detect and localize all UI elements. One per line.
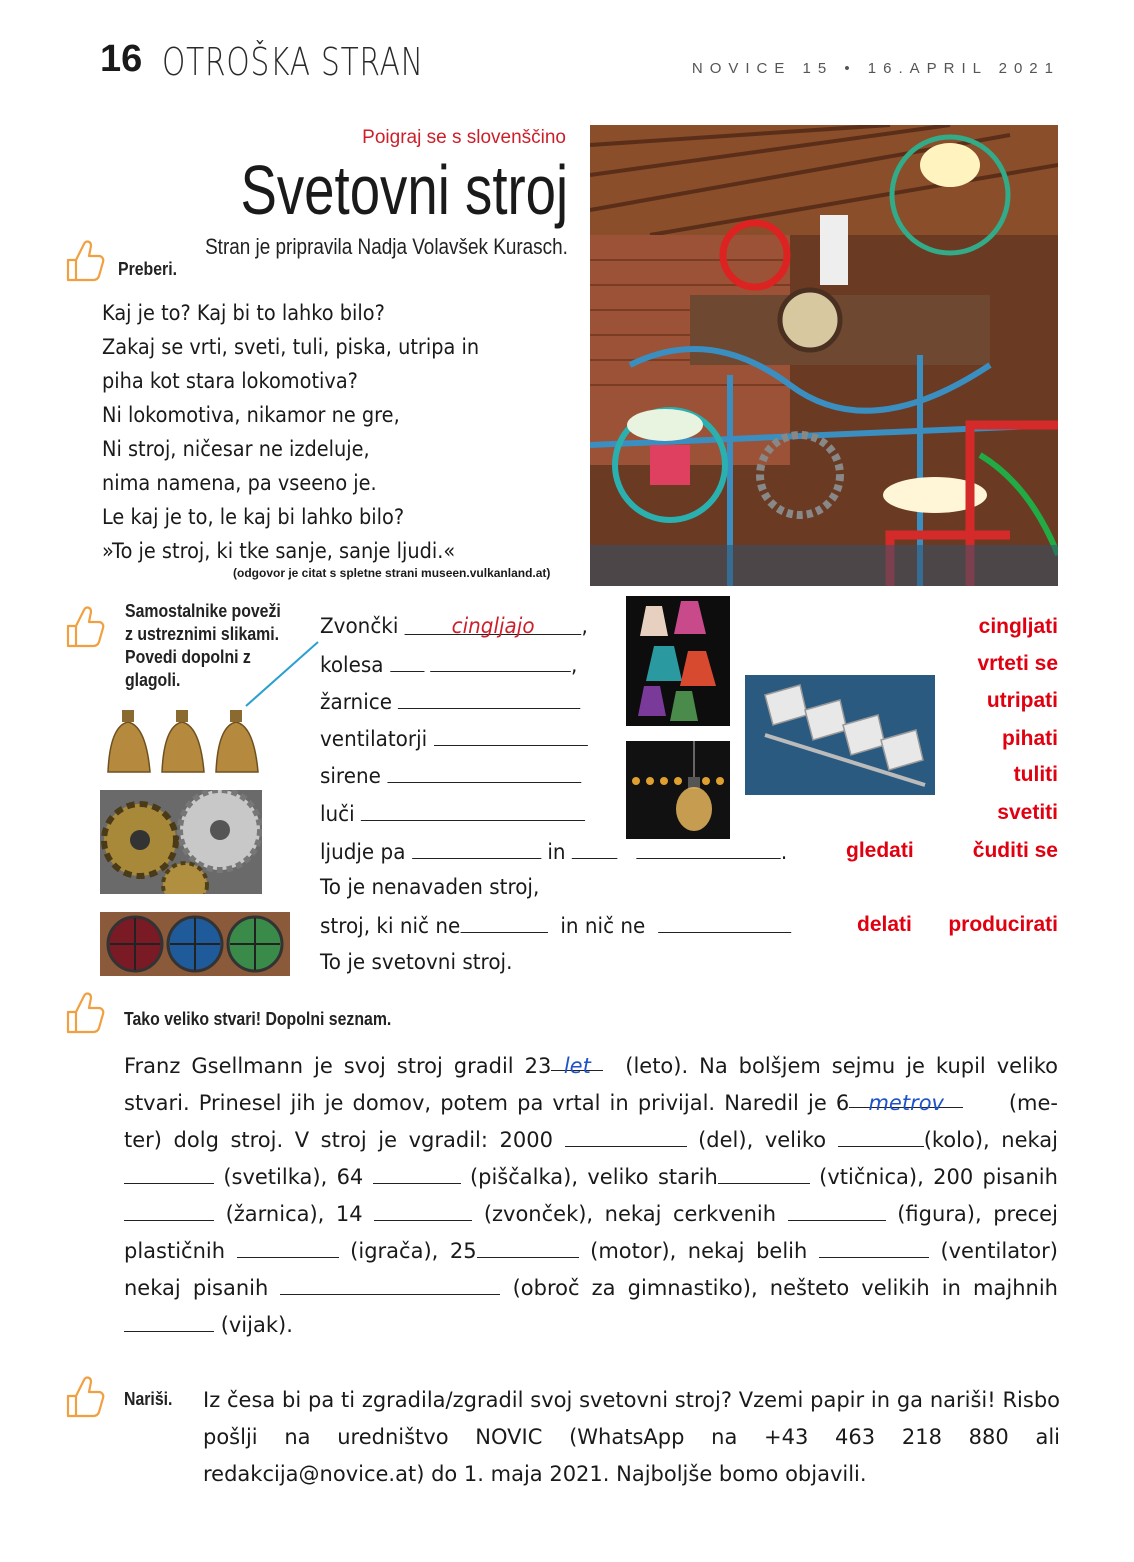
sirens-image[interactable]: [745, 675, 935, 795]
verb-option: vrteti se: [977, 652, 1058, 675]
row-zvoncki: Zvončki cingljajo ,: [320, 614, 588, 638]
article-title: Svetovni stroj: [240, 151, 568, 229]
row-ljudje: ljudje pa in .: [320, 840, 788, 864]
verb-option: utripati: [986, 689, 1058, 712]
instruction-read: Preberi.: [118, 259, 178, 279]
answer-field[interactable]: [565, 1124, 687, 1147]
poem-line: Kaj je to? Kaj bi to lahko bilo?: [102, 301, 385, 325]
thumbs-up-icon: [64, 1374, 106, 1424]
instruction-match: Samostalnike poveži z ustreznimi slikami. Povedi dopolni z glagoli.: [125, 601, 281, 690]
bells-image[interactable]: [100, 706, 270, 776]
poem-line: piha kot stara lokomotiva?: [102, 369, 358, 393]
answer-field[interactable]: [658, 912, 791, 933]
gears-image[interactable]: [100, 790, 262, 894]
verb-option: svetiti: [997, 801, 1058, 824]
row-nenavaden: To je nenavaden stroj,: [320, 875, 540, 899]
answer-field[interactable]: [280, 1272, 500, 1295]
answer-field[interactable]: [460, 912, 547, 933]
answer-field[interactable]: [637, 838, 781, 859]
instruction-list: Tako veliko stvari! Dopolni seznam.: [124, 1009, 392, 1029]
thumbs-up-icon: [64, 604, 106, 654]
fans-image[interactable]: [100, 912, 290, 976]
answer-field[interactable]: [124, 1198, 214, 1221]
drawing-invitation: Iz česa bi pa ti zgradila/zgradil svoj svetovni stroj? Vzemi papir in ga nariši! Risbo pošlji na uredništvo NOVIC (WhatsApp na +43 463 218 880 ali redakcija@novice.at) do 1. maja 2021. Najboljše bomo objavili.: [203, 1388, 1060, 1486]
verb-option: čuditi se: [972, 839, 1058, 862]
answer-field[interactable]: [572, 838, 618, 859]
answer-field[interactable]: [361, 800, 585, 821]
source-note: (odgovor je citat s spletne strani museen.vulkanland.at): [233, 566, 551, 580]
light-bulbs-image[interactable]: [626, 741, 730, 839]
answer-field[interactable]: [398, 688, 580, 709]
answer-field[interactable]: cingljajo: [405, 614, 582, 635]
lamps-image[interactable]: [626, 596, 730, 726]
connector-line: [240, 640, 320, 710]
verb-option: delati: [857, 913, 912, 936]
row-sirene: sirene: [320, 762, 581, 788]
poem-line: nima namena, pa vseeno je.: [102, 471, 377, 495]
row-svetovni: To je svetovni stroj.: [320, 950, 513, 974]
row-ventilatorji: ventilatorji: [320, 725, 587, 751]
thumbs-up-icon: [64, 990, 106, 1040]
poem-line: Ni lokomotiva, nikamor ne gre,: [102, 403, 400, 427]
answer-field[interactable]: metrov: [849, 1085, 963, 1108]
page-number: 16: [100, 38, 143, 80]
answer-field[interactable]: [434, 725, 588, 746]
verb-option: cingljati: [978, 615, 1058, 638]
article-byline: Stran je pripravila Nadja Volavšek Kurasch.: [205, 234, 568, 259]
poem-line: »To je stroj, ki tke sanje, sanje ljudi.«: [102, 539, 456, 563]
poem-line: Le kaj je to, le kaj bi lahko bilo?: [102, 505, 405, 529]
article-kicker: Poigraj se s slovenščino: [362, 127, 566, 148]
answer-field[interactable]: [412, 838, 541, 859]
answer-field[interactable]: [390, 651, 424, 672]
answer-field[interactable]: [124, 1309, 214, 1332]
answer-field[interactable]: [374, 1198, 472, 1221]
answer-field[interactable]: [718, 1161, 810, 1184]
verb-option: gledati: [846, 839, 914, 862]
poem: [102, 296, 479, 568]
answer-field[interactable]: [237, 1235, 339, 1258]
poem-line: Zakaj se vrti, sveti, tuli, piska, utripa in: [102, 335, 480, 359]
verb-option: tuliti: [1013, 763, 1058, 786]
answer-field[interactable]: [788, 1198, 886, 1221]
instruction-draw: Nariši.: [124, 1389, 173, 1409]
gsellmann-paragraph: Franz Gsellmann je svoj stroj gradil 23 let (leto). Na bolšjem sejmu je kupil veliko stvari. Prinesel jih je domov, potem pa vrtal in privijal. Naredil je 6 metrov (me- ter) dolg stroj. V stroj je vgradil: 2000 (del), veliko (kolo), nekaj (svetilka), 64 (piščalka), veliko starih (vtičnica), 200 pisanih (žarnica), 14 (zvonček), nekaj cerkvenih (figura), precej plastičnih (igrača), 25 (motor), nekaj belih (ventilator) nekaj pisanih (obroč za gimnastiko), nešteto velikih in majhnih (vijak).: [124, 1048, 1058, 1344]
answer-field[interactable]: [124, 1161, 214, 1184]
verb-option: pihati: [1002, 727, 1058, 750]
answer-field[interactable]: [819, 1235, 929, 1258]
row-luci: luči: [320, 800, 585, 826]
poem-line: Ni stroj, ničesar ne izdeluje,: [102, 437, 370, 461]
answer-field[interactable]: [477, 1235, 579, 1258]
row-zarnice: žarnice: [320, 688, 581, 714]
answer-field[interactable]: [838, 1124, 924, 1147]
row-kolesa: kolesa ,: [320, 653, 578, 677]
answer-field[interactable]: [373, 1161, 461, 1184]
answer-field[interactable]: [430, 651, 571, 672]
section-title: OTROŠKA STRAN: [162, 40, 424, 84]
answer-field[interactable]: [387, 762, 581, 783]
machine-photo: [590, 125, 1058, 586]
issue-info: NOVICE 15 • 16.APRIL 2021: [691, 60, 1060, 77]
row-stroj: stroj, ki nič ne in nič ne: [320, 912, 791, 938]
verb-option: producirati: [948, 913, 1058, 936]
answer-field[interactable]: let: [551, 1048, 603, 1071]
thumbs-up-icon: [64, 238, 106, 288]
